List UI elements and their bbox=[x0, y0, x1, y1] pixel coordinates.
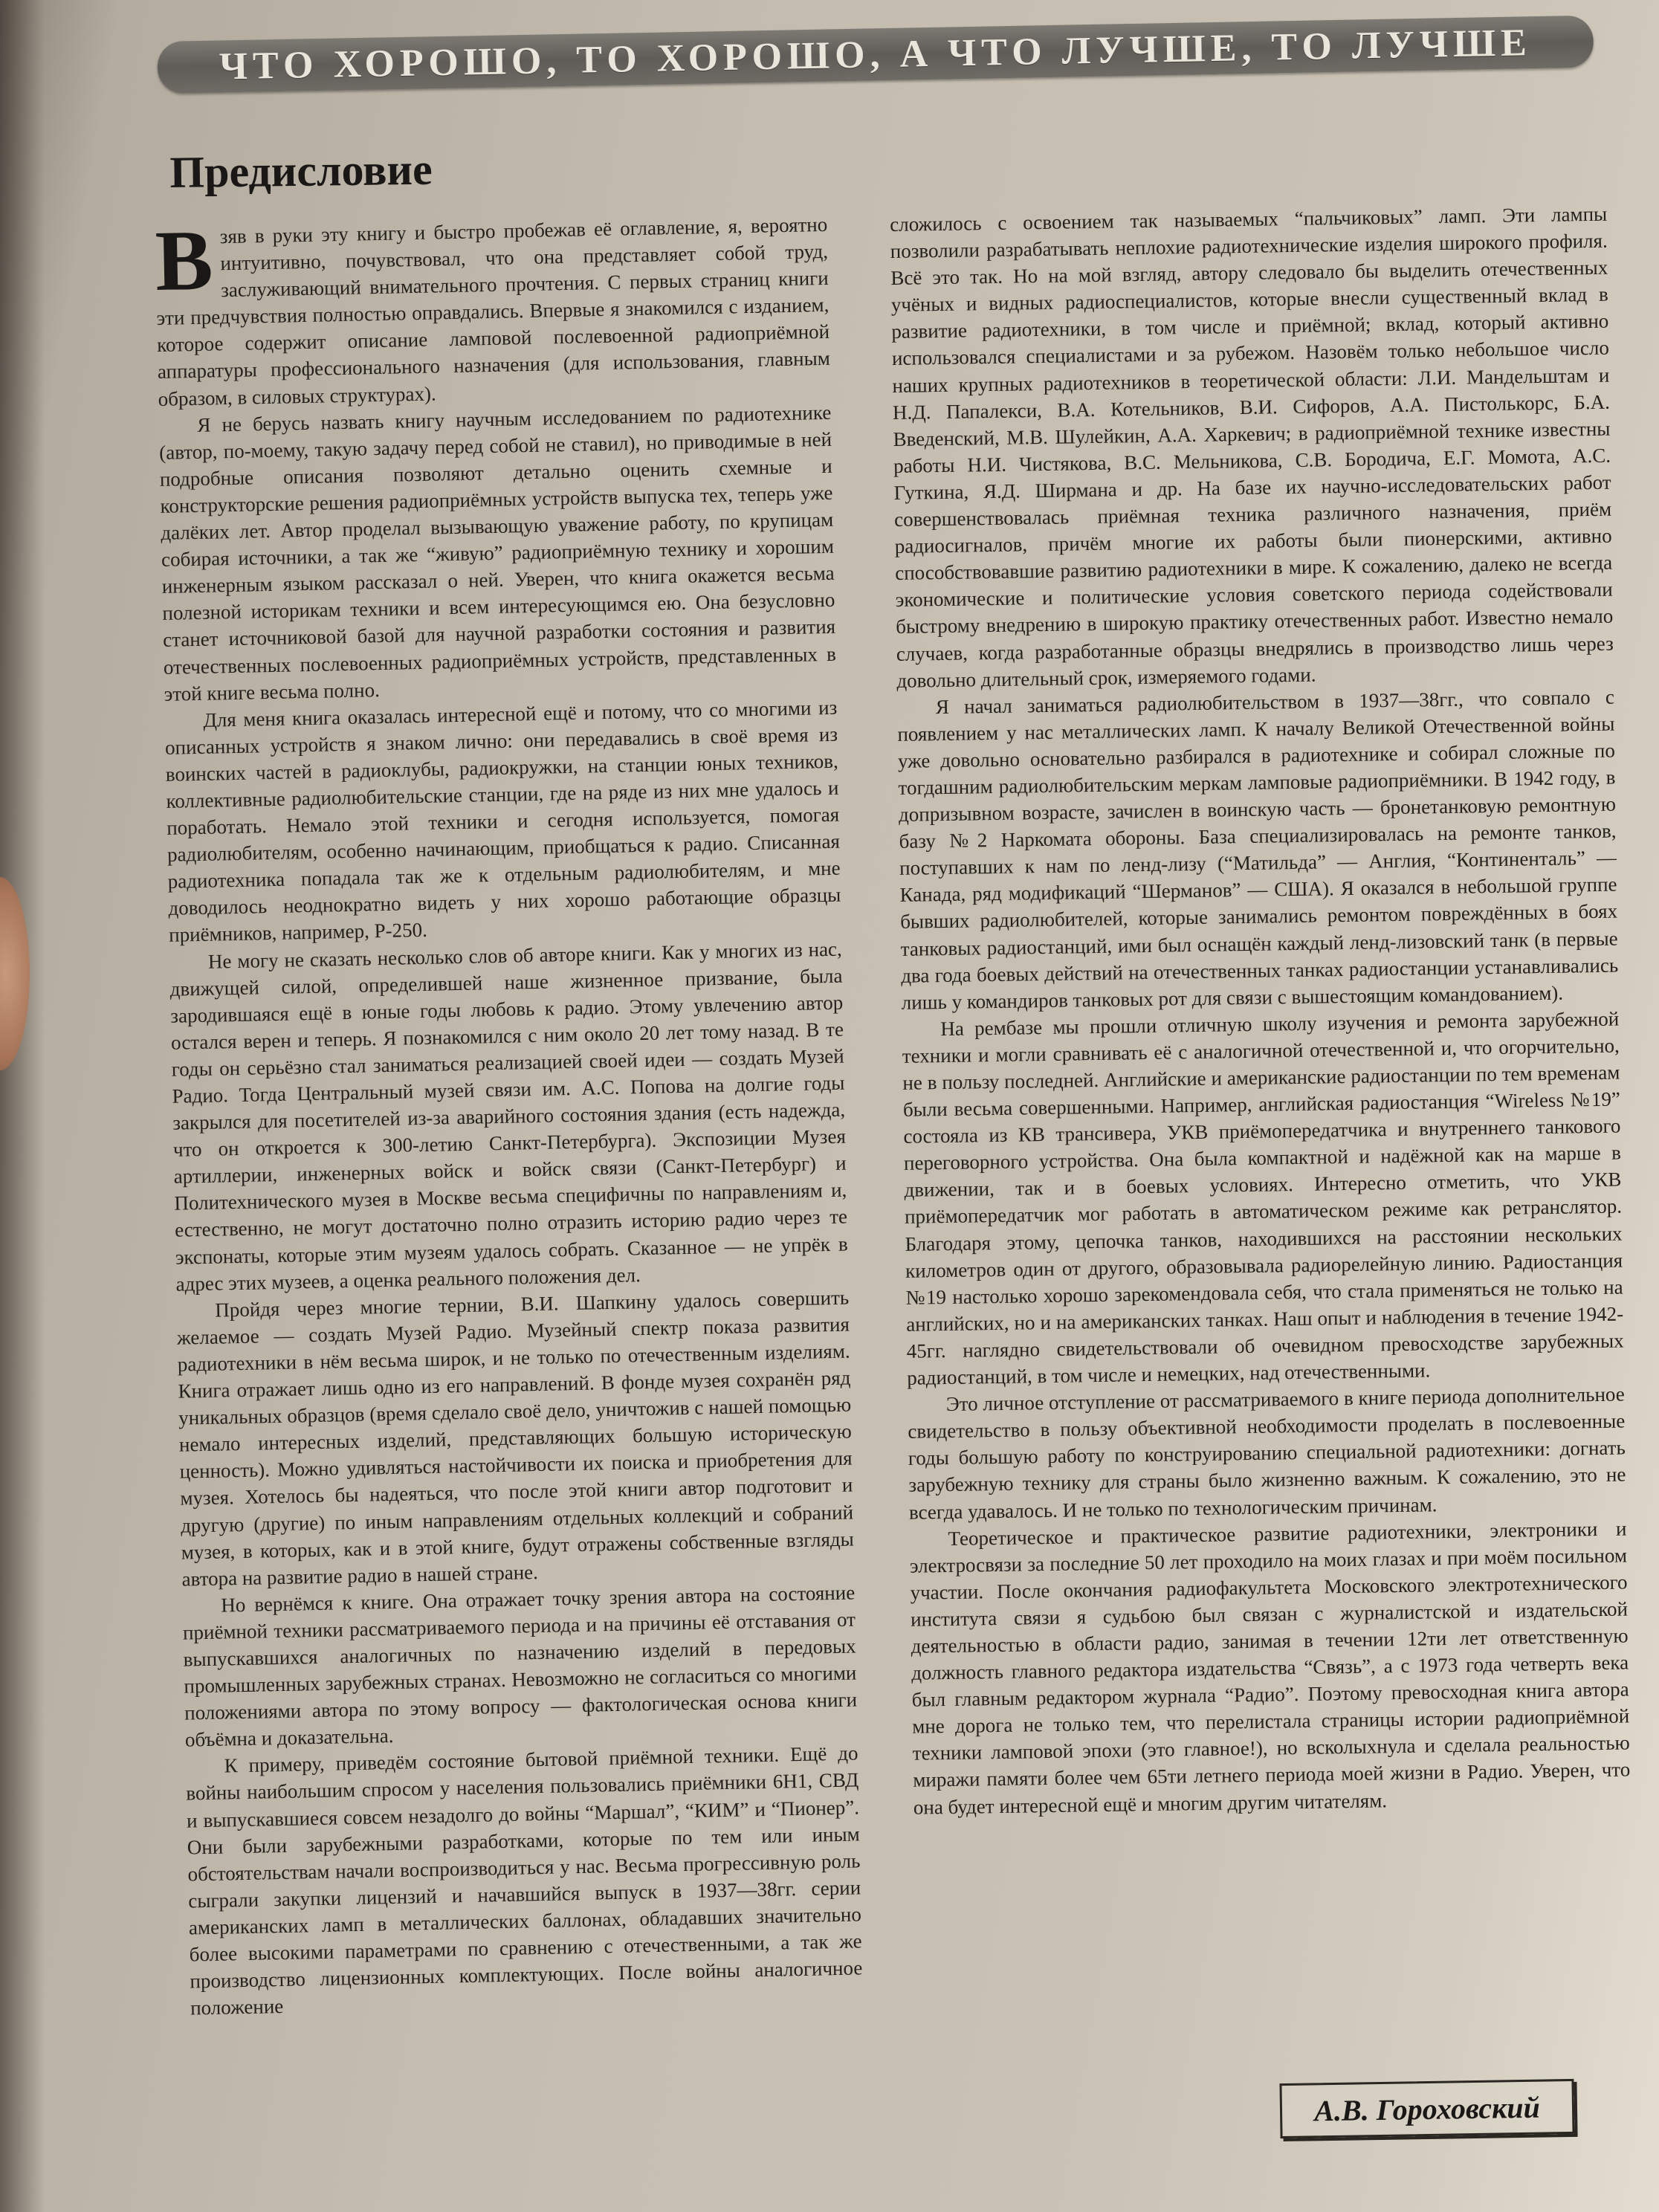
page-gutter-shadow bbox=[0, 0, 45, 2212]
author-signature: А.В. Гороховский bbox=[1313, 2090, 1541, 2127]
drop-cap: В bbox=[155, 213, 214, 309]
left-column bbox=[155, 211, 864, 2083]
paragraph-11: Это личное отступление от рассматриваемого в книге периода дополнительное свидетельство в пользу объективной необходимости проделать в послевоенные годы большую работу по конструированию специальной радиотехники: догнать зарубежную технику для страны было жизненно важным. К сожалению, это не всегда удавалось. И не только по технологическим причинам. bbox=[908, 1382, 1626, 1524]
paragraph-7: К примеру, приведём состояние бытовой приёмной техники. Ещё до войны наибольшим спросом у населения пользовались приёмники 6Н1, СВД и выпускавшиеся совсем незадолго до войны “Маршал”, “КИМ” и “Пионер”. Они были зарубежными разработками, которые по тем или иным обстоятельствам начали воспроизводиться у нас. Весьма прогрессивную роль сыграли закупки лицензий и начавшийся выпуск в 1937—38гг. серии американских ламп в металлических баллонах, обладавших значительно более высокими параметрами по сравнению с отечественными, а так же производство лицензионных комплектующих. После войны аналогичное положение bbox=[186, 1742, 863, 2019]
paragraph-1 bbox=[155, 211, 831, 413]
page-title: Предисловие bbox=[169, 144, 433, 197]
author-signature-box bbox=[1279, 2079, 1574, 2138]
paragraph-1-text: зяв в руки эту книгу и быстро пробежав её оглавление, я, вероятно интуитивно, почувствовал, что она представляет собой труд, заслуживающий внимательного прочтения. С первых страниц книги эти предчувствия полностью оправдались. Впервые я знакомился с изданием, которое содержит описание ламповой послевоенной радиоприёмной аппаратуры профессионального назначения (для использования, главным образом, в силовых структурах). bbox=[156, 213, 831, 410]
paragraph-10: На рембазе мы прошли отличную школу изучения и ремонта зарубежной техники и могли сравнивать её с аналогичной отечественной и, что огорчительно, не в пользу последней. Английские и американские радиостанции по тем временам были весьма совершенными. Например, английская радиостанция “Wireless №19” состояла из КВ трансивера, УКВ приёмопередатчика и внутреннего танкового переговорного устройства. Она была компактной и надёжной как на марше в движении, так и в боевых условиях. Интересно отметить, что УКВ приёмопередатчик мог работать в автоматическом режиме как ретранслятор. Благодаря этому, цепочка танков, находившихся на расстоянии нескольких километров один от другого, образовывала радиорелейную линию. Радиостанция №19 настолько хорошо зарекомендовала себя, что стала применяться не только на английских, но и на американских танках. Наш опыт и наблюдения в течение 1942-45гг. наглядно свидетельствовали об очевидном превосходстве зарубежных радиостанций, в том числе и немецких, над отечественными. bbox=[902, 1007, 1624, 1389]
right-column bbox=[890, 201, 1635, 2121]
paragraph-8: сложилось с освоением так называемых “пальчиковых” ламп. Эти лампы позволили разрабатывать неплохие радиотехнические изделия широкого профиля. Всё это так. Но на мой взгляд, автору следовало бы выделить отечественных учёных и видных радиоспециалистов, которые внесли существенный вклад в развитие радиотехники, в том числе и приёмной; вклад, который активно использовался специалистами и за рубежом. Назовём только небольшое число наших крупных радиотехников в теоретической области: Л.И. Мандельштам и Н.Д. Папалекси, В.А. Котельников, В.И. Сифоров, А.А. Пистолькорс, Б.А. Введенский, М.В. Шулейкин, А.А. Харкевич; в радиоприёмной технике известны работы Н.И. Чистякова, В.С. Мельникова, С.В. Бородича, Е.Г. Момота, А.С. Гуткина, Я.Д. Ширмана и др. На базе их научно-исследовательских работ совершенствовалась приёмная техника различного назначения, приём радиосигналов, причём многие их работы были пионерскими, активно способствовавшие развитию радиотехники в мире. К сожалению, далеко не всегда экономические и политические условия советского периода содействовали быстрому внедрению в широкую практику отечественных работ. Известно немало случаев, когда разработанные образцы внедрялись в производство лишь через довольно длительный срок, измеряемого годами. bbox=[890, 202, 1614, 692]
header-band-text: ЧТО ХОРОШО, ТО ХОРОШО, А ЧТО ЛУЧШЕ, ТО ЛУЧШЕ bbox=[219, 21, 1533, 88]
paragraph-6: Но вернёмся к книге. Она отражает точку зрения автора на состояние приёмной техники рассматриваемого периода и на причины её отставания от выпускавшихся аналогичных по назначению изделий в передовых промышленных зарубежных странах. Невозможно не согласиться со многими положениями автора по этому вопросу — фактологическая основа книги объёмна и доказательна. bbox=[182, 1581, 858, 1751]
paragraph-12: Теоретическое и практическое развитие радиотехники, электроники и электросвязи за последние 50 лет проходило на моих глазах и при моём посильном участии. После окончания радиофакультета Московского электротехнического института связи я судьбою был связан с журналистской и издательской деятельностью в области радио, занимая в течении 12ти лет ответственную должность главного редактора издательства “Связь”, а с 1973 года четверть века был главным редактором журнала “Радио”. Поэтому превосходная книга автора мне дорога не только тем, что перелистала страницы истории радиоприёмной техники ламповой эпохи (это главное!), но всколыхнула и сделала реальностью миражи памяти более чем 65ти летнего периода моей жизни в Радио. Уверен, что она будет интересной ещё и многим другим читателям. bbox=[909, 1517, 1631, 1819]
paragraph-5: Пройдя через многие тернии, В.И. Шапкину удалось совершить желаемое — создать Музей Радио. Музейный спектр показа развития радиотехники в нём весьма широк, и не только по отечественным изделиям. Книга отражает лишь одно из его направлений. В фонде музея сохранён ряд уникальных образцов (время сделало своё дело, уничтожив с нашей помощью немало интересных изделий, представляющих большую историческую ценность). Можно удивляться настойчивости их поиска и приобретения для музея. Хотелось бы надеяться, что после этой книги автор подготовит и другую (другие) по иным направлениям отдельных коллекций и собраний музея, в которых, как и в этой книге, будут отражены собственные взгляды автора на развитие радио в нашей стране. bbox=[176, 1286, 854, 1591]
paragraph-2: Я не берусь назвать книгу научным исследованием по радиотехнике (автор, по-моему, такую задачу перед собой не ставил), но приводимые в ней подробные описания позволяют детально оценить схемные и конструкторские решения радиоприёмных устройств выпуска тех, теперь уже далёких лет. Автор проделал вызывающую уважение работу, по крупицам собирая источники, а так же “живую” радиоприёмную технику и хорошим инженерным языком рассказал о ней. Уверен, что книга окажется весьма полезной историкам техники и всем интересующимся ею. Она безусловно станет источниковой базой для научной разработки состояния и развития отечественных послевоенных радиоприёмных устройств, представленных в этой книге весьма полно. bbox=[158, 401, 837, 705]
paragraph-4: Не могу не сказать несколько слов об авторе книги. Как у многих из нас, движущей силой, определившей наше жизненное призвание, была зародившаяся ещё в юные годы любовь к радио. Этому увлечению автор остался верен и теперь. Я познакомился с ним около 20 лет тому назад. В те годы он серьёзно стал заниматься реализацией своей идеи — создать Музей Радио. Тогда Центральный музей связи им. А.С. Попова на долгие годы закрылся для посетителей из-за аварийного состояния здания (есть надежда, что он откроется к 300-летию Санкт-Петербурга). Экспозиции Музея артиллерии, инженерных войск и войск связи (Санкт-Петербург) и Политехнического музея в Москве весьма специфичны по направлениям и, естественно, не могут достаточно полно отразить историю радио через те экспонаты, которые этим музеям удалось собрать. Сказанное — не упрёк в адрес этих музеев, а оценка реального положения дел. bbox=[169, 937, 849, 1296]
paragraph-9: Я начал заниматься радиолюбительством в 1937—38гг., что совпало с появлением у нас металлических ламп. К началу Великой Отечественной войны уже довольно основательно разбирался в радиотехнике и собирал сложные по тогдашним радиолюбительским меркам ламповые радиоприёмники. В 1942 году, в допризывном возрасте, зачислен в воинскую часть — бронетанковую ремонтную базу №2 Наркомата обороны. База специализировалась на ремонте танков, поступавших к нам по ленд-лизу (“Матильда” — Англия, “Континенталь” — Канада, ряд модификаций “Шерманов” — США). Я оказался в небольшой группе бывших радиолюбителей, которые занимались ремонтом повреждённых в боях танковых радиостанций, ими был оснащён каждый ленд-лизовский танк (в первые два года боевых действий на отечественных танках радиостанции устанавливались лишь у командиров танковых рот для связи с вышестоящим командованием). bbox=[897, 685, 1619, 1014]
paragraph-3: Для меня книга оказалась интересной ещё и потому, что со многими из описанных устройств я знаком лично: они передавались в своё время из воинских частей в радиоклубы, радиокружки, на станции юных техников, коллективные радиолюбительские станции, где на ряде из них мне удалось и поработать. Немало этой техники и сегодня используется, помогая радиолюбителям, особенно начинающим, приобщаться к радио. Списанная радиотехника попадала так же к отдельным радиолюбителям, и мне доводилось неоднократно видеть у них хорошо работающие образцы приёмников, например, Р-250. bbox=[164, 696, 841, 947]
header-band bbox=[157, 16, 1594, 94]
